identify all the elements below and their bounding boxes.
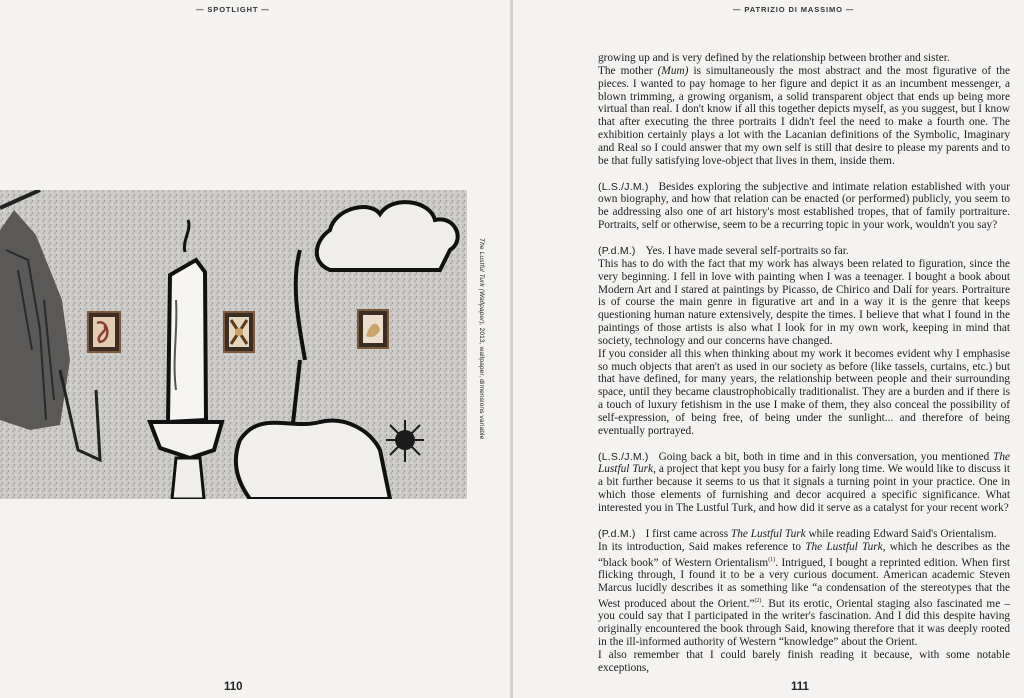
- text-segment: growing up and is very defined by the relationship between brother and sister.: [598, 52, 950, 64]
- text-segment: I also remember that I could barely finish reading it because, with some notable exceptions,: [598, 648, 1010, 674]
- italic-text: (Mum): [657, 64, 689, 77]
- interview-paragraph: [598, 181, 1010, 232]
- text-segment: while reading Edward Said's Orientalism.: [805, 527, 997, 540]
- italic-text: The Lustful Turk: [805, 540, 883, 553]
- interview-paragraph-continued: [598, 52, 1010, 168]
- running-head-right: — PATRIZIO DI MASSIMO —: [733, 5, 855, 14]
- footnote-marker: (1): [768, 556, 776, 563]
- text-segment: If you consider all this when thinking about my work it becomes evident why I emphasise so much objects that aren't as used in our society as before (like tassels, curtains, etc.) but that have defined, for many years, the relationship between people and their surrounding space, until they became claustrophobically traditionalist. They are a burden and if there is a touch of luxury fetishism in the use I make of them, they also conceal the possibility of self-expression, of being free, of being under the sunlight... and therefore of being eventually portrayed.: [598, 347, 1010, 437]
- interview-paragraph: [598, 528, 1010, 675]
- text-segment: In its introduction, Said makes reference to: [598, 540, 806, 553]
- italic-text: The Lustful Turk: [598, 450, 1010, 476]
- left-page: [0, 0, 511, 698]
- framed-portrait-icon: [224, 312, 254, 352]
- artwork-image: [0, 190, 467, 499]
- pillow-icon: [236, 421, 390, 499]
- running-head-left: — SPOTLIGHT —: [196, 5, 270, 14]
- speaker-label: (L.S./J.M.): [598, 180, 649, 193]
- text-segment: . Intrigued, I bought a reprinted edition. When first flicking through, I found it to be a very curious document. American academic Steven Marcus lucidly describes it as something like “a condensation of the stereotypes that the West produced about the Orient.”: [598, 556, 1010, 610]
- text-segment: . But its erotic, Oriental staging also fascinated me – you could say that I participated in the writer's fascination. And I did this despite having originally encountered the book through Said, knowing therefore that it was deeply rooted in the ill-informed authority of Western “knowledge” about the Orient.: [598, 597, 1010, 649]
- image-caption: [478, 238, 485, 439]
- italic-text: The Lustful Turk: [730, 527, 806, 540]
- interview-text: [598, 52, 1010, 675]
- text-segment: is simultaneously the most abstract and the most figurative of the pieces. I wanted to pay homage to her figure and depict it as an incumbent messenger, a blown trimming, a growing organism, a solid transparent object that ends up being more virtual than real. I don't know if all this together depicts myself, as you suggest, but I know that after executing the three portraits I didn't feel the need to make a fourth one. The exhibition certainly plays a lot with the Lacanian definitions of the Symbolic, Imaginary and Real so I could answer that my own self is still that desire to please my parents and to be that fully satisfying love-object that lives in them, inside them.: [598, 64, 1010, 167]
- speaker-label: (L.S./J.M.): [598, 450, 649, 463]
- text-segment: , a project that kept you busy for a fairly long time. We would like to discuss it a bit further because it seems to us that it signals a turning point in your practice. One in which those elements of furnishing and decor acquired a specific significance. What interested you in The Lustful Turk, and how did it serve as a catalyst for your recent work?: [598, 463, 1011, 514]
- caption-details: , 2013, wallpaper, dimensions variable: [478, 323, 485, 440]
- text-segment: Besides exploring the subjective and intimate relation established with your own biography, and how that relation can be enacted (or performed) publicly, you seem to be addressing also one of art history's most established tropes, that of family portraiture. Portraits, self or otherwise, seem to be a recurring topic in your work, wouldn't you say?: [598, 180, 1010, 232]
- text-segment: I first came across: [645, 527, 731, 540]
- text-segment: The mother: [598, 64, 658, 77]
- page-number-right: 111: [791, 681, 809, 693]
- interview-paragraph: [598, 451, 1010, 515]
- caption-title: The Lustful Turk (Wallpaper): [478, 238, 485, 324]
- framed-portrait-icon: [88, 312, 120, 352]
- text-segment: Going back a bit, both in time and in this conversation, you mentioned: [658, 450, 994, 463]
- text-segment: Yes. I have made several self-portraits so far.: [645, 244, 849, 257]
- interview-paragraph: [598, 245, 1010, 438]
- page-number-left: 110: [224, 681, 243, 693]
- text-segment: , which he describes as the “black book” of Western Orientalism: [598, 540, 1010, 569]
- footnote-marker: (2): [754, 597, 762, 604]
- speaker-label: (P.d.M.): [598, 527, 636, 540]
- speaker-label: (P.d.M.): [598, 244, 636, 257]
- text-segment: This has to do with the fact that my work has always been related to figuration, since the very beginning. I fell in love with painting when I was a teenager. I bought a book about Modern Art and I stared at paintings by Picasso, de Chirico and Dalí for years. Portraiture is of course the main genre in figurative art and in a way it is the genre that keeps questioning human nature extensively, despite the times. I believe that what I found in the paintings of those artists is also what I look for in my own work, keeping in mind that society, technology and our concerns have changed.: [598, 257, 1010, 347]
- framed-portrait-icon: [358, 310, 388, 348]
